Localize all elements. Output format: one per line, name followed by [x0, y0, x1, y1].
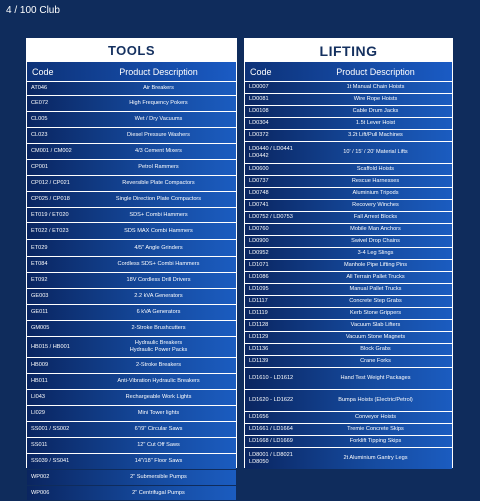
tools-row: [27, 273, 236, 288]
tools-description-cell: [81, 132, 236, 139]
lifting-description-cell: [299, 414, 452, 421]
lifting-code-cell: [245, 226, 299, 233]
lifting-description: Vacuum Stone Magnets: [345, 334, 406, 340]
lifting-code-cell: [245, 375, 299, 382]
tools-code: CP025 / CP018: [31, 196, 70, 203]
lifting-description-cell: [299, 397, 452, 404]
lifting-code-cell: [245, 452, 299, 465]
lifting-code-cell: [245, 262, 299, 269]
lifting-row: [245, 448, 452, 469]
lifting-description: 3.2t Lift/Pull Machines: [348, 132, 403, 138]
tools-code: LI043: [31, 394, 45, 401]
lifting-code-cell: [245, 250, 299, 257]
lifting-code-line2: LD8050: [249, 458, 269, 465]
tools-row: [27, 208, 236, 222]
tools-code-cell: [27, 277, 81, 284]
lifting-description-header: Product Description: [336, 66, 415, 77]
tools-description-cell: [81, 325, 236, 332]
lifting-code: LD1620 - LD1622: [249, 397, 294, 404]
lifting-description: Wire Rope Hoists: [353, 96, 398, 102]
lifting-table: [245, 82, 452, 470]
lifting-code: LD1661 / LD1664: [249, 426, 293, 433]
lifting-code: LD1610 - LD1612: [249, 375, 294, 382]
tools-code: HB015 / HB001: [31, 343, 70, 350]
tools-code-cell: [27, 309, 81, 316]
lifting-row: [245, 248, 452, 259]
lifting-code-cell: [245, 310, 299, 317]
lifting-description: Manhole Pipe Lifting Pins: [343, 262, 408, 268]
tools-code: ET019 / ET020: [31, 211, 69, 218]
lifting-code: LD1095: [249, 286, 269, 293]
tools-code-cell: [27, 100, 81, 107]
tools-description: 2.2 kVA Generators: [134, 293, 183, 299]
lifting-description-cell: [299, 298, 452, 305]
lifting-code-cell: [245, 298, 299, 305]
tools-description-cell: [81, 410, 236, 417]
lifting-row: [245, 320, 452, 331]
lifting-code: LD1071: [249, 262, 269, 269]
lifting-row: [245, 284, 452, 295]
tools-code: SS039 / SS041: [31, 458, 70, 465]
tools-description-cell: [81, 261, 236, 268]
tools-description-cell: [81, 228, 236, 235]
lifting-description: 2t Aluminium Gantry Legs: [343, 455, 408, 461]
tools-description: Reversible Plate Compactors: [122, 180, 195, 186]
lifting-description-cell: [299, 455, 452, 462]
lifting-row: [245, 424, 452, 435]
lifting-description-cell: [299, 84, 452, 91]
lifting-description-cell: [299, 238, 452, 245]
tools-code-cell: [27, 132, 81, 139]
lifting-description: Block Grabs: [360, 346, 391, 352]
tools-code: CL005: [31, 116, 48, 123]
tools-row: [27, 144, 236, 159]
lifting-description-cell: [299, 438, 452, 445]
lifting-description-cell: [299, 274, 452, 281]
tools-row: [27, 289, 236, 304]
tools-description: 6"/9" Circular Saws: [134, 426, 183, 432]
tools-code-cell: [27, 362, 81, 369]
lifting-description-cell: [299, 322, 452, 329]
tools-code-cell: [27, 293, 81, 300]
tools-code-cell: [27, 148, 81, 155]
lifting-description: Tremie Concrete Skips: [347, 426, 404, 432]
lifting-code-cell: [245, 334, 299, 341]
lifting-code-cell: [245, 202, 299, 209]
tools-row: [27, 374, 236, 389]
tools-description-line2: Hydraulic Power Packs: [129, 347, 188, 353]
lifting-code: LD0600: [249, 166, 269, 173]
lifting-code: LD0081: [249, 96, 269, 103]
tools-code: HB011: [31, 378, 48, 385]
tools-row: [27, 112, 236, 127]
lifting-row: [245, 368, 452, 389]
tools-row: [27, 305, 236, 320]
tools-description-cell: [81, 100, 236, 107]
lifting-code: LD1136: [249, 346, 269, 353]
lifting-description-cell: [299, 214, 452, 221]
tools-description: Anti-Vibration Hydraulic Breakers: [117, 378, 200, 384]
tools-row: [27, 257, 236, 272]
lifting-description-cell: [299, 310, 452, 317]
tools-description: 2-Stroke Brushcutters: [131, 325, 186, 331]
tools-description-header: Product Description: [119, 66, 198, 77]
lifting-description-cell: [299, 262, 452, 269]
lifting-description: Swivel Drop Chains: [351, 238, 400, 244]
tools-code-cell: [27, 394, 81, 401]
tools-description-cell: [81, 116, 236, 123]
lifting-row: [245, 130, 452, 141]
lifting-description: 10' / 15' / 20' Material Lifts: [343, 149, 408, 155]
lifting-code: LD1656: [249, 414, 269, 421]
tools-code-cell: [27, 378, 81, 385]
tools-code: CL023: [31, 132, 48, 139]
tools-description-cell: [81, 442, 236, 449]
lifting-description-cell: [299, 132, 452, 139]
lifting-description: Recovery Winches: [352, 202, 399, 208]
lifting-row: [245, 224, 452, 235]
tools-code-cell: [27, 85, 81, 92]
lifting-title: LIFTING: [319, 43, 378, 59]
tools-code-cell: [27, 180, 81, 187]
lifting-row: [245, 272, 452, 283]
tools-code: GM005: [31, 325, 50, 332]
tools-description: SDS+ Combi Hammers: [129, 211, 188, 218]
tools-row: [27, 422, 236, 437]
lifting-description-cell: [299, 426, 452, 433]
lifting-code-cell: [245, 214, 299, 221]
tools-description: 2-Stroke Breakers: [135, 362, 182, 368]
tools-code: ET029: [31, 244, 48, 251]
lifting-description-cell: [299, 120, 452, 127]
tools-code-cell: [27, 245, 81, 252]
lifting-code-cell: [245, 132, 299, 139]
lifting-description: Vacuum Slab Lifters: [350, 322, 401, 328]
tools-row: [27, 223, 236, 239]
lifting-row: [245, 188, 452, 199]
tools-description-cell: [81, 148, 236, 155]
lifting-description-cell: [299, 375, 452, 382]
lifting-description-cell: [299, 166, 452, 173]
tools-description: Mini Tower lights: [137, 410, 180, 416]
tools-description-cell: [81, 85, 236, 92]
lifting-description-cell: [299, 346, 452, 353]
tools-row: [27, 358, 236, 373]
tools-row: [27, 82, 236, 95]
tools-code-cell: [27, 228, 81, 235]
tools-row: [27, 337, 236, 357]
tools-description: Hydraulic Breakers: [134, 340, 183, 346]
lifting-code: LD0108: [249, 108, 269, 115]
lifting-code-cell: [245, 346, 299, 353]
lifting-description: Kerb Stone Grippers: [350, 310, 401, 316]
page-header: 4 / 100 Club: [6, 5, 60, 16]
tools-description-cell: [81, 164, 236, 171]
tools-code-cell: [27, 458, 81, 465]
lifting-row: [245, 164, 452, 175]
lifting-row: [245, 296, 452, 307]
tools-description-cell: [81, 340, 236, 354]
tools-code: GE003: [31, 293, 49, 300]
lifting-row: [245, 436, 452, 447]
lifting-description: 1.5t Lever Hoist: [355, 120, 396, 126]
lifting-description: Fall Arrest Blocks: [353, 214, 398, 220]
lifting-row: [245, 176, 452, 187]
lifting-description: Rescue Harnesses: [351, 178, 400, 184]
lifting-code-cell: [245, 426, 299, 433]
lifting-description: Manual Pallet Trucks: [349, 286, 402, 292]
tools-description: High Frequency Pokers: [129, 100, 188, 106]
lifting-description-cell: [299, 108, 452, 115]
lifting-row: [245, 106, 452, 117]
lifting-code-cell: [245, 146, 299, 159]
tools-code-cell: [27, 261, 81, 268]
tools-row: [27, 390, 236, 405]
lifting-description: Hand Test Weight Packages: [340, 375, 411, 381]
lifting-code-line2: LD0442: [249, 152, 269, 159]
lifting-description: Concrete Step Grabs: [349, 298, 402, 304]
tools-code: AT046: [31, 85, 48, 92]
tools-panel: [26, 38, 237, 496]
tools-row: [27, 406, 236, 421]
lifting-code-cell: [245, 286, 299, 293]
tools-code: WP002: [31, 474, 50, 481]
tools-description-cell: [81, 426, 236, 433]
lifting-code: LD0760: [249, 226, 269, 233]
tools-row: [27, 470, 236, 485]
tools-code-cell: [27, 164, 81, 171]
lifting-code: LD0372: [249, 132, 269, 139]
lifting-description-cell: [299, 334, 452, 341]
lifting-code-cell: [245, 166, 299, 173]
lifting-code-cell: [245, 358, 299, 365]
tools-code-cell: [27, 490, 81, 497]
tools-code-cell: [27, 426, 81, 433]
lifting-code-header: Code: [250, 66, 272, 77]
lifting-code-cell: [245, 238, 299, 245]
lifting-description: Cable Drum Jacks: [352, 108, 399, 114]
lifting-description-cell: [299, 358, 452, 365]
lifting-description: Conveyor Hoists: [354, 414, 397, 420]
lifting-code: LD0752 / LD0753: [249, 214, 293, 221]
lifting-code: LD1086: [249, 274, 269, 281]
lifting-description-cell: [299, 286, 452, 293]
lifting-code-cell: [245, 397, 299, 404]
lifting-row: [245, 308, 452, 319]
lifting-row: [245, 118, 452, 129]
tools-description: SDS MAX Combi Hammers: [124, 227, 193, 234]
lifting-code-cell: [245, 178, 299, 185]
tools-description: 14"/18" Floor Saws: [134, 458, 183, 464]
tools-description: Diesel Pressure Washers: [127, 132, 190, 138]
lifting-row: [245, 356, 452, 367]
tools-code-cell: [27, 196, 81, 203]
tools-description: 2" Submersible Pumps: [130, 474, 187, 480]
tools-description-cell: [81, 378, 236, 385]
lifting-description: All Terrain Pallet Trucks: [346, 274, 405, 280]
lifting-description-cell: [299, 178, 452, 185]
tools-code: HB009: [31, 362, 49, 369]
lifting-code-cell: [245, 96, 299, 103]
lifting-row: [245, 94, 452, 105]
lifting-description: 1t Manual Chain Hoists: [346, 84, 405, 90]
tools-row: [27, 454, 236, 469]
tools-description-cell: [81, 362, 236, 369]
lifting-row: [245, 412, 452, 423]
lifting-code-cell: [245, 414, 299, 421]
tools-row: [27, 176, 236, 191]
tools-code: ET022 / ET023: [31, 227, 69, 234]
tools-code-cell: [27, 116, 81, 123]
lifting-code-cell: [245, 190, 299, 197]
lifting-code-cell: [245, 322, 299, 329]
tools-code-cell: [27, 212, 81, 219]
tools-description: Single Direction Plate Compactors: [115, 196, 202, 202]
tools-description-cell: [81, 277, 236, 284]
lifting-code: LD0900: [249, 238, 269, 245]
lifting-code-cell: [245, 274, 299, 281]
lifting-row: [245, 200, 452, 211]
tools-code-cell: [27, 410, 81, 417]
lifting-code: LD0741: [249, 202, 269, 209]
tools-description-cell: [81, 394, 236, 401]
tools-description-cell: [81, 490, 236, 497]
tools-code-header: Code: [32, 66, 54, 77]
lifting-code: LD1128: [249, 322, 269, 329]
tools-code: CE072: [31, 100, 49, 107]
lifting-description-cell: [299, 226, 452, 233]
tools-code: SS001 / SS002: [31, 426, 70, 433]
lifting-code: LD0737: [249, 178, 269, 185]
lifting-description-cell: [299, 96, 452, 103]
tools-code: ET084: [31, 261, 48, 268]
tools-row: [27, 96, 236, 111]
tools-code: CM001 / CM002: [31, 148, 72, 155]
lifting-row: [245, 142, 452, 163]
tools-table: [27, 82, 236, 501]
lifting-description: 3-4 Leg Slings: [357, 250, 394, 256]
lifting-row: [245, 260, 452, 271]
tools-description: 12" Cut Off Saws: [137, 442, 180, 448]
tools-description: Rechargeable Work Lights: [125, 394, 192, 400]
tools-code: LI029: [31, 410, 45, 417]
lifting-code: LD1139: [249, 358, 269, 365]
lifting-code: LD0304: [249, 120, 269, 127]
tools-description-cell: [81, 212, 236, 219]
lifting-row: [245, 236, 452, 247]
tools-code: SS011: [31, 442, 48, 449]
tools-row: [27, 192, 236, 207]
tools-description: Petrol Rammers: [138, 164, 179, 170]
tools-description: Cordless SDS+ Combi Hammers: [117, 261, 200, 267]
lifting-code: LD8001 / LD8021: [249, 452, 293, 458]
lifting-code: LD0952: [249, 250, 269, 257]
lifting-column-header: [245, 62, 452, 81]
tools-description: 4/3 Cement Mixers: [135, 148, 182, 154]
lifting-description: Bumpa Hoists (Electric/Petrol): [338, 397, 413, 403]
tools-code-cell: [27, 442, 81, 449]
tools-description: 4/5" Angle Grinders: [134, 244, 183, 251]
lifting-description: Scaffold Hoists: [356, 166, 395, 172]
tools-code: CP012 / CP021: [31, 180, 70, 187]
tools-description-cell: [81, 293, 236, 300]
tools-code-cell: [27, 344, 81, 351]
lifting-description: Forklift Tipping Skips: [349, 438, 402, 444]
tools-description: 2" Centrifugal Pumps: [132, 489, 185, 496]
lifting-code: LD1119: [249, 310, 268, 317]
tools-code: GE011: [31, 309, 48, 316]
lifting-row: [245, 82, 452, 93]
tools-description-cell: [81, 245, 236, 252]
tools-row: [27, 240, 236, 256]
lifting-description: Crane Forks: [360, 358, 391, 364]
lifting-description: Mobile Man Anchors: [350, 226, 401, 232]
lifting-description-cell: [299, 149, 452, 156]
lifting-description-cell: [299, 250, 452, 257]
lifting-code: LD0007: [249, 84, 269, 91]
lifting-row: [245, 390, 452, 411]
tools-description-cell: [81, 180, 236, 187]
tools-code: WP006: [31, 489, 50, 496]
tools-description: Air Breakers: [143, 85, 174, 91]
tools-code-cell: [27, 325, 81, 332]
tools-description: Wet / Dry Vacuums: [134, 116, 183, 122]
tools-description: 18V Cordless Drill Drivers: [126, 277, 191, 283]
lifting-code: LD0440 / LD0441: [249, 146, 293, 152]
tools-row: [27, 486, 236, 500]
lifting-description-cell: [299, 202, 452, 209]
tools-column-header: [27, 62, 236, 81]
lifting-description-cell: [299, 190, 452, 197]
lifting-row: [245, 332, 452, 343]
lifting-code: LD1117: [249, 298, 268, 305]
lifting-code-cell: [245, 438, 299, 445]
lifting-description: Aluminium Tripods: [352, 190, 399, 196]
tools-code: CP001: [31, 164, 49, 171]
lifting-code: LD1129: [249, 334, 269, 341]
lifting-panel: [244, 38, 453, 468]
tools-row: [27, 160, 236, 175]
lifting-code: LD0748: [249, 190, 269, 197]
tools-title: TOOLS: [107, 43, 156, 58]
tools-row: [27, 128, 236, 143]
tools-description-cell: [81, 458, 236, 465]
lifting-code-cell: [245, 84, 299, 91]
tools-row: [27, 438, 236, 453]
lifting-row: [245, 212, 452, 223]
lifting-code: LD1668 / LD1669: [249, 438, 293, 445]
lifting-code-cell: [245, 120, 299, 127]
tools-row: [27, 321, 236, 336]
tools-description-cell: [81, 196, 236, 203]
lifting-code-cell: [245, 108, 299, 115]
tools-description: 6 kVA Generators: [136, 309, 181, 315]
tools-description-cell: [81, 309, 236, 316]
lifting-row: [245, 344, 452, 355]
tools-code: ET092: [31, 277, 48, 284]
